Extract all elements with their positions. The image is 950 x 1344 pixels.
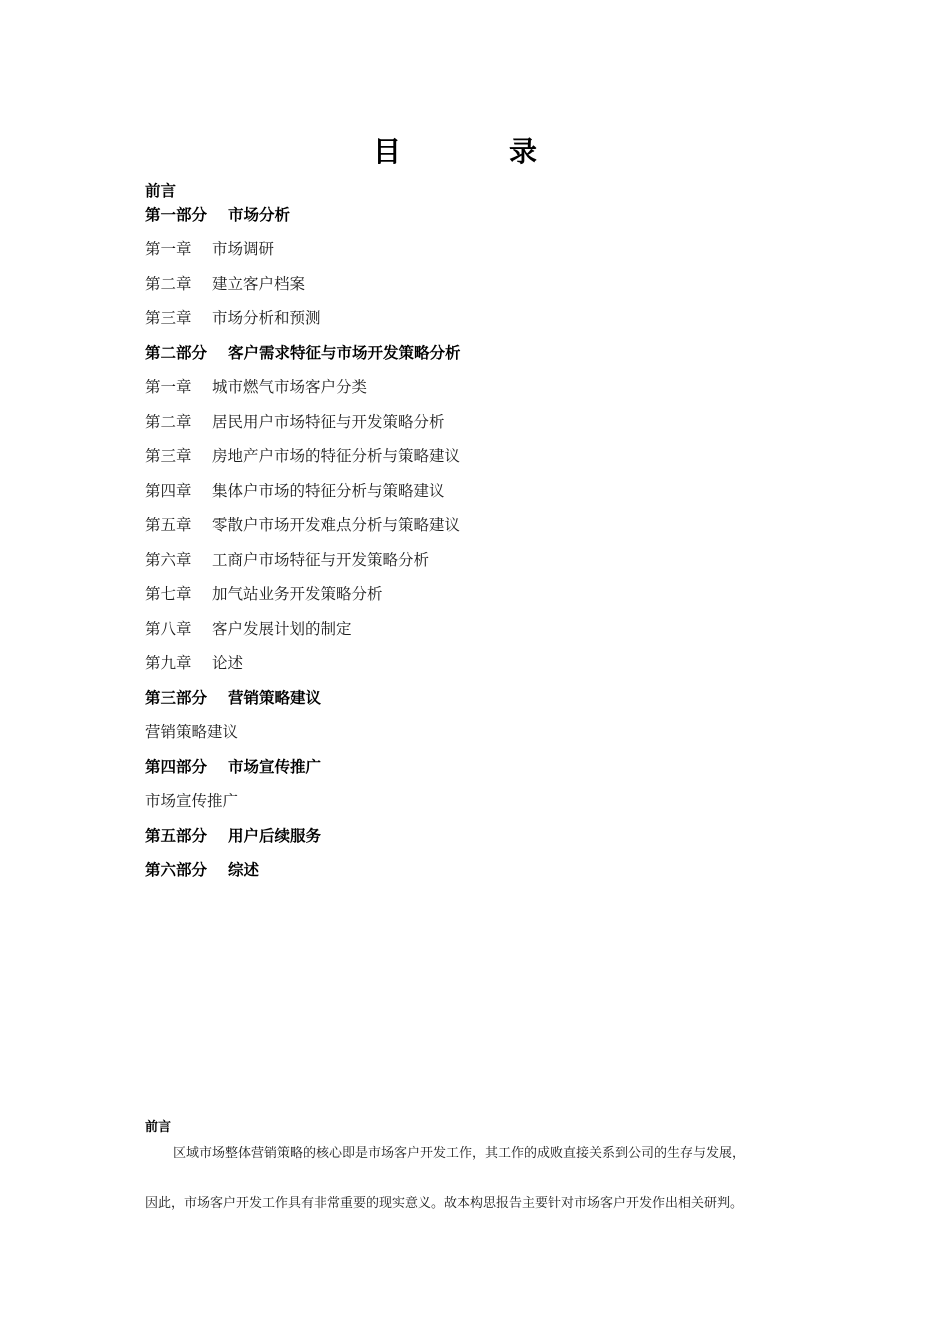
toc-entry-chapter bbox=[145, 582, 383, 604]
toc-entry-text: 城市燃气市场客户分类 bbox=[212, 378, 368, 396]
toc-entry-chapter bbox=[145, 272, 305, 294]
toc-entry-chapter bbox=[145, 617, 352, 639]
toc-title: 目 录 bbox=[372, 135, 577, 168]
toc-entry-number: 第二章 bbox=[145, 413, 192, 431]
toc-entry-text: 论述 bbox=[212, 654, 244, 672]
preface-heading: 前言 bbox=[145, 1120, 172, 1135]
toc-entry-text: 零散户市场开发难点分析与策略建议 bbox=[212, 516, 461, 534]
toc-entry-number: 第四章 bbox=[145, 482, 192, 500]
toc-entry-text: 居民用户市场特征与开发策略分析 bbox=[212, 413, 445, 431]
toc-entry-text: 集体户市场的特征分析与策略建议 bbox=[212, 482, 445, 500]
toc-entry-chapter bbox=[145, 306, 321, 328]
toc-entry-number: 第二章 bbox=[145, 275, 192, 293]
toc-entry-number: 第一章 bbox=[145, 378, 192, 396]
toc-entry-number: 第四部分 bbox=[145, 758, 208, 776]
toc-entry-chapter bbox=[145, 513, 460, 535]
toc-entry-chapter bbox=[145, 651, 243, 673]
toc-entry-part-2 bbox=[145, 341, 461, 363]
preface-paragraph-line-2: 因此，市场客户开发工作具有非常重要的现实意义。故本构思报告主要针对市场客户开发作出相关研判。 bbox=[145, 1196, 744, 1211]
toc-entry-text: 市场分析和预测 bbox=[212, 309, 321, 327]
toc-entry-number: 第六章 bbox=[145, 551, 192, 569]
preface-paragraph-line-1: 区域市场整体营销策略的核心即是市场客户开发工作，其工作的成败直接关系到公司的生存与发展， bbox=[173, 1146, 746, 1161]
toc-entry-chapter bbox=[145, 479, 445, 501]
toc-entry-chapter bbox=[145, 237, 274, 259]
toc-entry-text: 加气站业务开发策略分析 bbox=[212, 585, 383, 603]
toc-entry-chapter bbox=[145, 548, 429, 570]
toc-entry-text: 建立客户档案 bbox=[212, 275, 306, 293]
toc-entry-number: 第三章 bbox=[145, 447, 192, 465]
toc-entry-number: 第一部分 bbox=[145, 206, 208, 224]
toc-entry-text: 房地产户市场的特征分析与策略建议 bbox=[212, 447, 461, 465]
toc-entry-number: 第三章 bbox=[145, 309, 192, 327]
toc-entry-number: 第二部分 bbox=[145, 344, 208, 362]
toc-entry-part-3 bbox=[145, 686, 321, 708]
toc-entry-text: 市场宣传推广 bbox=[228, 758, 322, 776]
toc-entry-chapter bbox=[145, 410, 445, 432]
toc-entry-number: 第八章 bbox=[145, 620, 192, 638]
toc-entry-text: 市场分析 bbox=[228, 206, 291, 224]
toc-entry-preface bbox=[145, 179, 176, 201]
toc-entry-number: 第六部分 bbox=[145, 861, 208, 879]
toc-entry-label: 前言 bbox=[145, 182, 177, 200]
toc-entry-chapter bbox=[145, 444, 460, 466]
toc-entry-number: 第五部分 bbox=[145, 827, 208, 845]
toc-entry-text: 营销策略建议 bbox=[145, 723, 239, 741]
toc-entry-number: 第五章 bbox=[145, 516, 192, 534]
toc-entry-text: 市场宣传推广 bbox=[145, 792, 239, 810]
toc-entry-part-1 bbox=[145, 203, 290, 225]
toc-entry-text: 营销策略建议 bbox=[228, 689, 322, 707]
toc-entry-number: 第三部分 bbox=[145, 689, 208, 707]
toc-entry-part-4 bbox=[145, 755, 321, 777]
toc-entry-chapter bbox=[145, 375, 367, 397]
toc-entry-section bbox=[145, 720, 238, 742]
toc-entry-text: 市场调研 bbox=[212, 240, 275, 258]
toc-entry-number: 第一章 bbox=[145, 240, 192, 258]
toc-entry-text: 客户需求特征与市场开发策略分析 bbox=[228, 344, 461, 362]
toc-entry-section bbox=[145, 789, 238, 811]
toc-entry-part-6 bbox=[145, 858, 259, 880]
toc-entry-text: 客户发展计划的制定 bbox=[212, 620, 352, 638]
toc-entry-number: 第九章 bbox=[145, 654, 192, 672]
toc-entry-text: 工商户市场特征与开发策略分析 bbox=[212, 551, 430, 569]
toc-entry-part-5 bbox=[145, 824, 321, 846]
toc-entry-text: 综述 bbox=[228, 861, 260, 879]
toc-entry-number: 第七章 bbox=[145, 585, 192, 603]
toc-entry-text: 用户后续服务 bbox=[228, 827, 322, 845]
